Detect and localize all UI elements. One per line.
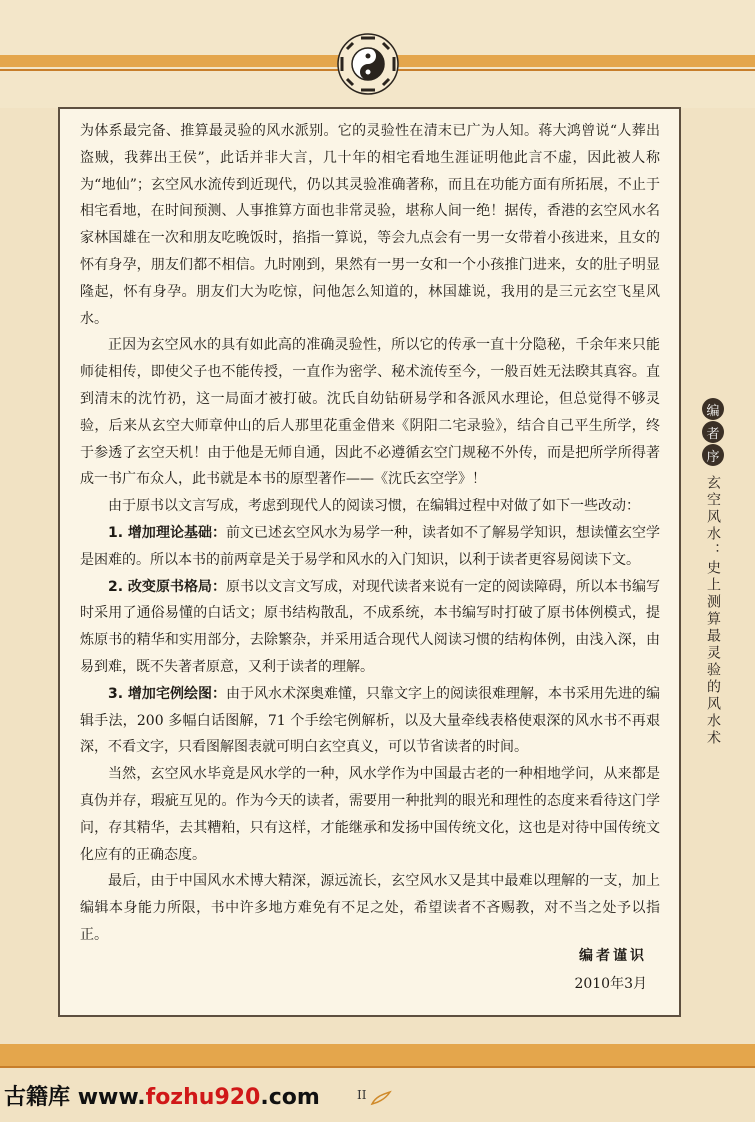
paragraph: 为体系最完备、推算最灵验的风水派别。它的灵验性在清末已广为人知。蒋大鸿曾说“人葬出盗贼，我葬出王侯”，此话并非大言，几十年的相宅看地生涯证明他此言不虚，因此被人称为“地仙”；玄空风水流传到近现代，仍以其灵验准确著称，而且在功能方面有所拓展，不止于相宅看地，在时间预测、人事推算方面也非常灵验，堪称人间一绝！据传，香港的玄空风水名家林国雄在一次和朋友吃晚饭时，掐指一算说，等会九点会有一男一女带着小孩进来，且女的怀有身孕，朋友们都不相信。九时刚到，果然有一男一女和一个小孩推门进来，女的肚子明显隆起，怀有身孕。朋友们大为吃惊，问他怎么知道的，林国雄说，我用的是三元玄空飞星风水。 [80,123,660,327]
list-item-heading: 3. 增加宅例绘图： [108,685,226,702]
side-badge: 编 [702,398,724,420]
taiji-bagua-icon [337,33,399,95]
site-url-main: fozhu920 [145,1085,261,1110]
page-number: II [357,1088,367,1102]
list-item-text: 原书以文言文写成，对现代读者来说有一定的阅读障碍，所以本书编写时采用了通俗易懂的白话文；原书结构散乱，不成系统，本书编写时打破了原书体例模式，提炼原书的精华和实用部分，去除繁杂，并采用适合现代人阅读习惯的结构体例，由浅入深，由易到难，既不失著者原意，又利于读者的理解。 [80,578,661,675]
preface-body [80,118,660,949]
leaf-ornament-icon [370,1090,392,1106]
site-name: 古籍库 [4,1085,71,1110]
footer-stripe [0,1044,755,1068]
list-item [80,681,660,761]
signer: 编者谨识 [579,948,647,964]
paragraph: 正因为玄空风水的具有如此高的准确灵验性，所以它的传承一直十分隐秘，千余年来只能师徒相传，即使父子也不能传授，一直作为密学、秘术流传至今，一般百姓无法睽其真容。直到清末的沈竹礽，这一局面才被打破。沈氏自幼钻研易学和各派风水理论，但总觉得不够灵验，后来从玄空大师章仲山的后人那里花重金借来《阴阳二宅录验》，结合自己平生所学，终于参透了玄空天机！由于他是无师自通，因此不必遵循玄空门规秘不外传，而是把所学所得著成一书广布众人，此书就是本书的原型著作——《沈氏玄空学》！ [80,337,660,488]
list-item-text: 由于风水术深奥难懂，只靠文字上的阅读很难理解，本书采用先进的编辑手法，200 多幅白话图解，71 个手绘宅例解析，以及大量牵线表格使艰深的风水书不再艰深，不看文字，只看图解图表就可明白玄空真义，可以节省读者的时间。 [80,685,661,756]
signature-block [574,942,647,998]
paragraph: 由于原书以文言写成，考虑到现代人的阅读习惯，在编辑过程中对做了如下一些改动： [108,498,640,515]
paragraph: 最后，由于中国风水术博大精深，源远流长，玄空风水又是其中最难以理解的一支，加上编辑本身能力所限，书中许多地方难免有不足之处，希望读者不吝赐教，对不当之处予以指正。 [80,873,660,943]
book-title-vertical: 玄空风水：史上测算最灵验的风水术 [705,475,721,747]
site-url-prefix: www. [77,1085,146,1110]
list-item [80,520,660,574]
site-url-suffix: .com [260,1085,320,1110]
side-tab [693,398,733,747]
list-item-text: 前文已述玄空风水为易学一种，读者如不了解易学知识，想读懂玄空学是困难的。所以本书的前两章是关于易学和风水的入门知识，以利于读者更容易阅读下文。 [80,524,661,568]
list-item-heading: 2. 改变原书格局： [108,578,226,595]
signature-date: 2010年3月 [574,976,647,992]
list-item-heading: 1. 增加理论基础： [108,524,226,541]
paragraph: 当然，玄空风水毕竟是风水学的一种，风水学作为中国最古老的一种相地学问，从来都是真伪并存，瑕疵互见的。作为今天的读者，需要用一种批判的眼光和理性的态度来看待这门学问，存其精华，去其糟粕，只有这样，才能继承和发扬中国传统文化，这也是对待中国传统文化应有的正确态度。 [80,766,660,863]
site-watermark [4,1080,320,1111]
list-item [80,574,660,681]
side-badge: 序 [702,444,724,466]
side-badge: 者 [702,421,724,443]
